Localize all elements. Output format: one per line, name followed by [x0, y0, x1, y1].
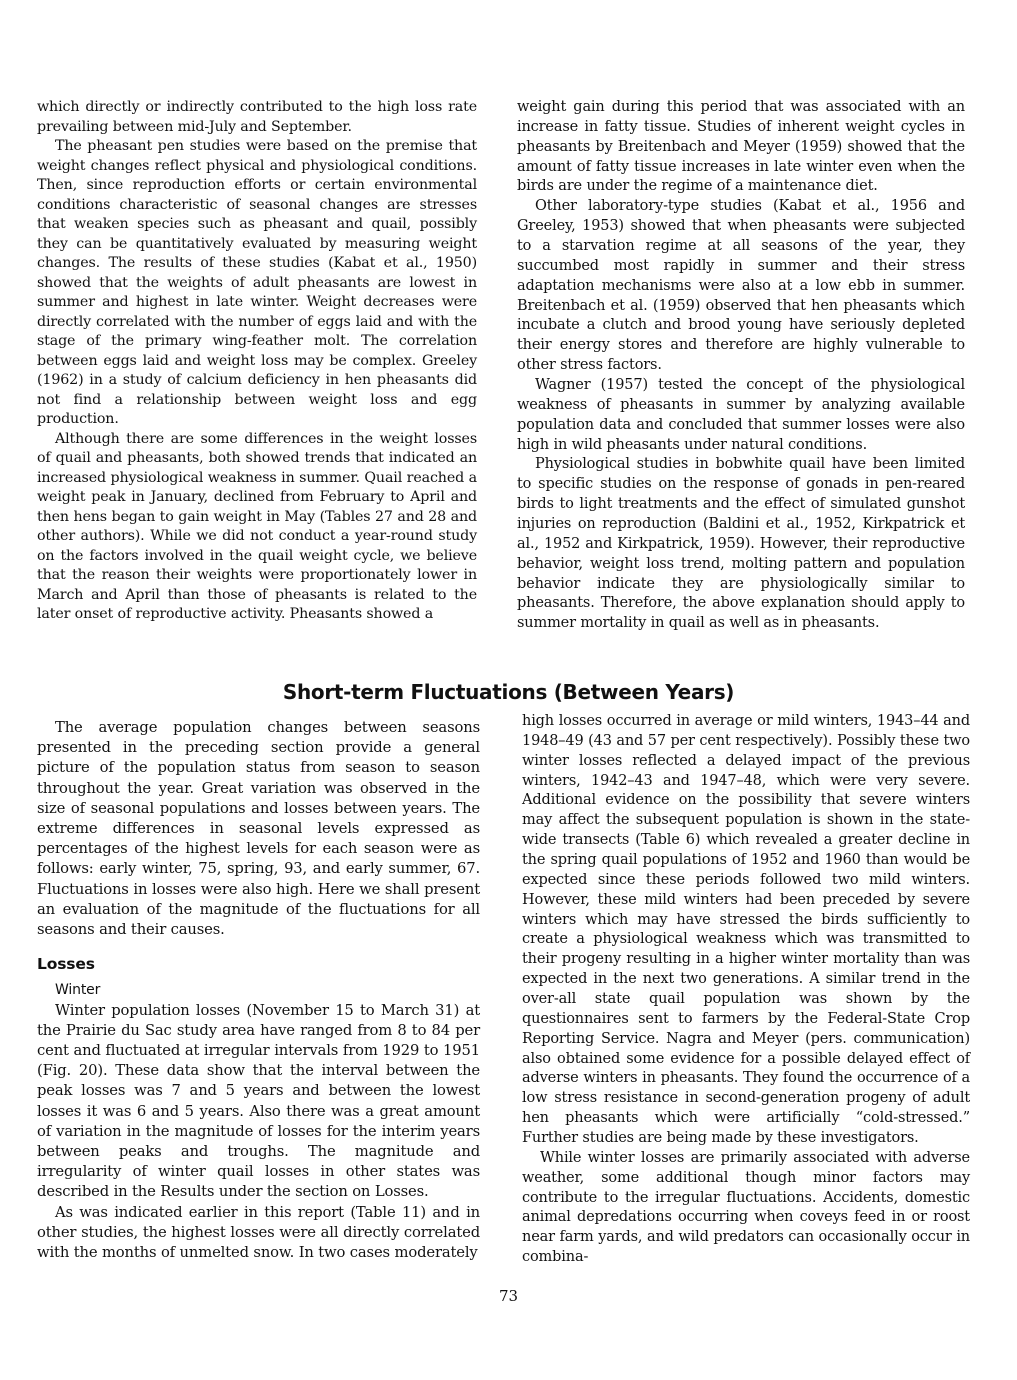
section-heading: Short-term Fluctuations (Between Years)	[282, 680, 735, 704]
losses-subheading: Losses	[37, 955, 95, 974]
paragraph: Other laboratory-type studies (Kabat et al., 1956 and Greeley, 1953) showed that when pheasants were subjected to a starvation regime at all seasons of the year, they succumbed most rapidly in summer and their stress adaptation mechanisms were also at a low ebb in summer. Breitenbach et al. (1959) observed that hen pheasants which incubate a clutch and brood young have seriously depleted their energy stores and therefore are highly vulnerable to other stress factors.	[517, 198, 965, 374]
page-number: 73	[498, 1287, 519, 1305]
winter-subheading: Winter	[55, 982, 101, 999]
paragraph: high losses occurred in average or mild winters, 1943–44 and 1948–49 (43 and 57 per cent respectively). Possibly these two winter losses reflected a delayed impact of the previous winters, 1942–43 and 1947–48, which were very severe. Additional evidence on the possibility that severe winters may affect the subsequent population is shown in the state-wide transects (Table 6) which revealed a greater decline in the spring quail populations of 1952 and 1960 than would be expected since these periods followed two mild winters. However, these mild winters had been preceded by severe winters which may have stressed the birds sufficiently to create a physiological weakness which was transmitted to their progeny resulting in a higher winter mortality than was expected in the next two generations. A similar trend in the over-all state quail population was shown by the questionnaires sent to farmers by the Federal-State Crop Reporting Service. Nagra and Meyer (pers. communication) also obtained some evidence for a possible delayed effect of adverse winters in pheasants. They found the occurrence of a low stress resistance in second-generation progeny of adult hen pheasants which were artificially “cold-stressed.” Further studies are being made by these investigators.	[522, 713, 970, 1147]
paragraph: Although there are some differences in the weight losses of quail and pheasants, both showed trends that indicated an increased physiological weakness in summer. Quail reached a weight peak in January, declined from February to April and then hens began to gain weight in May (Tables 27 and 28 and other authors). While we did not conduct a year-round study on the factors involved in the quail weight cycle, we believe that the reason their weights were proportionately lower in March and April than those of pheasants is related to the later onset of reproductive activity. Pheasants showed a	[37, 430, 477, 623]
paragraph: As was indicated earlier in this report (Table 11) and in other studies, the highest losses were all directly correlated with the months of unmelted snow. In two cases moderately	[37, 1203, 480, 1262]
paragraph: The pheasant pen studies were based on the premise that weight changes reflect physical and physiological conditions. Then, since reproduction efforts or certain environmental conditions characteristic of seasonal changes are stresses that weaken species such as pheasant and quail, possibly they can be quantitatively evaluated by measuring weight changes. The results of these studies (Kabat et al., 1950) showed that the weights of adult pheasants are lowest in summer and highest in late winter. Weight decreases were directly correlated with the number of eggs laid and with the stage of the primary wing-feather molt. The correlation between eggs laid and weight loss may be complex. Greeley (1962) in a study of calcium deficiency in hen pheasants did not find a relationship between weight loss and egg production.	[37, 138, 477, 428]
paragraph: which directly or indirectly contributed to the high loss rate prevailing between mid-July and September.	[37, 99, 477, 135]
bottom-left-column	[37, 718, 480, 1263]
paragraph: While winter losses are primarily associated with adverse weather, some additional though minor factors may contribute to the irregular fluctuations. Accidents, domestic animal depredations occurring when coveys feed in or roost near farm yards, and wild predators can occasionally occur in combina-	[522, 1149, 970, 1266]
bottom-right-column	[522, 712, 970, 1268]
top-right-column	[517, 98, 965, 634]
paragraph: Physiological studies in bobwhite quail have been limited to specific studies on the response of gonads in pen-reared birds to light treatments and the effect of simulated gunshot injuries on reproduction (Baldini et al., 1952, Kirkpatrick et al., 1952 and Kirkpatrick, 1959). However, their reproductive behavior, weight loss trend, molting pattern and population behavior indicate they are physiologically similar to pheasants. Therefore, the above explanation should apply to summer mortality in quail as well as in pheasants.	[517, 456, 965, 632]
paragraph: weight gain during this period that was associated with an increase in fatty tissue. Studies of inherent weight cycles in pheasants by Breitenbach and Meyer (1959) showed that the amount of fatty tissue increases in late winter even when the birds are under the regime of a maintenance diet.	[517, 99, 965, 195]
paragraph: Winter population losses (November 15 to March 31) at the Prairie du Sac study area have ranged from 8 to 84 per cent and fluctuated at irregular intervals from 1929 to 1951 (Fig. 20). These data show that the interval between the peak losses was 7 and 5 years and between the lowest losses it was 6 and 5 years. Also there was a great amount of variation in the magnitude of losses for the interim years between peaks and troughs. The magnitude and irregularity of winter quail losses in other states was described in the Results under the section on Losses.	[37, 1001, 480, 1201]
intro-paragraph: The average population changes between seasons presented in the preceding section provide a general picture of the population status from season to season throughout the year. Great variation was observed in the size of seasonal populations and losses between years. The extreme differences in seasonal levels expressed as percentages of the highest levels for each season were as follows: early winter, 75, spring, 93, and early summer, 67. Fluctuations in losses were also high. Here we shall present an evaluation of the magnitude of the fluctuations for all seasons and their causes.	[37, 719, 480, 939]
top-left-column	[37, 98, 477, 625]
paragraph: Wagner (1957) tested the concept of the physiological weakness of pheasants in summer by analyzing available population data and concluded that summer losses were also high in wild pheasants under natural conditions.	[517, 377, 965, 453]
